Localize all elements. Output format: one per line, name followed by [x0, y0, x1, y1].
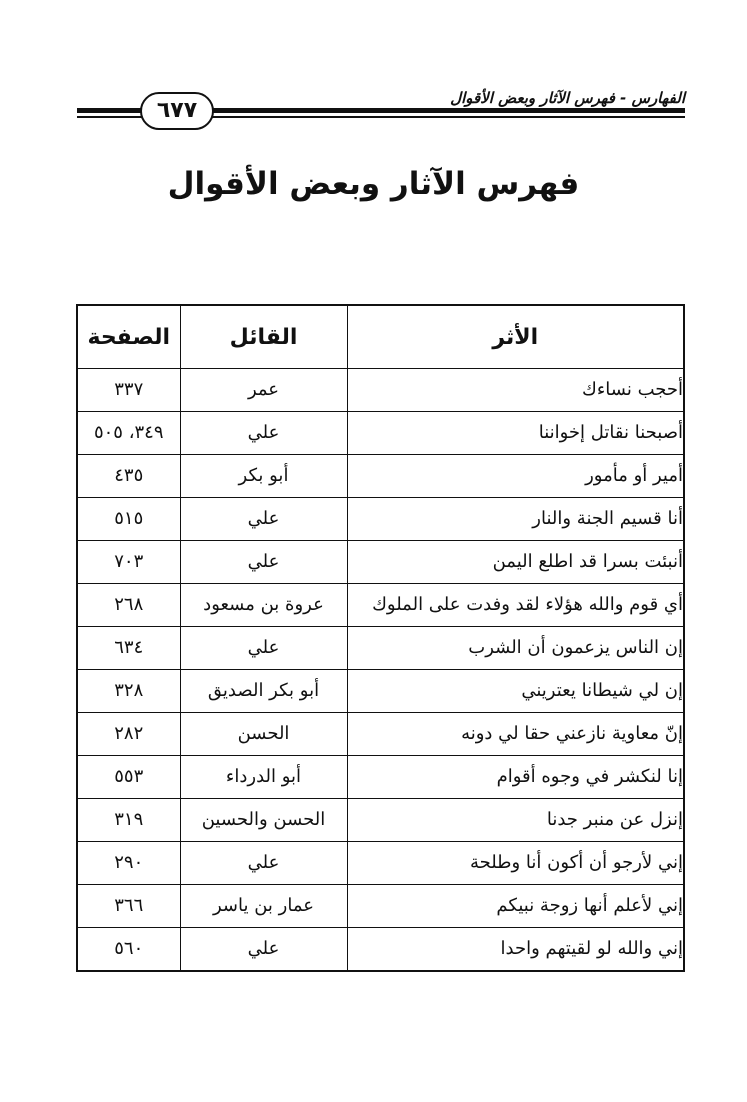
qail-cell: الحسن: [180, 713, 347, 756]
page-cell: ٧٠٣: [77, 541, 180, 584]
page-cell: ٣٦٦: [77, 885, 180, 928]
page-number: ٦٧٧: [140, 92, 214, 130]
qail-cell: علي: [180, 498, 347, 541]
table-row: [77, 369, 684, 412]
table-row: [77, 455, 684, 498]
table-row: [77, 885, 684, 928]
page-cell: ٥٥٣: [77, 756, 180, 799]
athar-cell: إني لأعلم أنها زوجة نبيكم: [347, 885, 684, 928]
page-cell: ٣٢٨: [77, 670, 180, 713]
athar-cell: إنزل عن منبر جدنا: [347, 799, 684, 842]
page-cell: ٢٦٨: [77, 584, 180, 627]
athar-cell: إني والله لو لقيتهم واحدا: [347, 928, 684, 972]
table-row: [77, 498, 684, 541]
page-cell: ٣١٩: [77, 799, 180, 842]
table-row: [77, 670, 684, 713]
table-row: [77, 584, 684, 627]
athar-cell: أصبحنا نقاتل إخواننا: [347, 412, 684, 455]
qail-cell: علي: [180, 541, 347, 584]
table-row: [77, 713, 684, 756]
page-cell: ٢٨٢: [77, 713, 180, 756]
qail-cell: أبو بكر الصديق: [180, 670, 347, 713]
qail-cell: عروة بن مسعود: [180, 584, 347, 627]
athar-cell: إن لي شيطانا يعتريني: [347, 670, 684, 713]
table-header-row: [77, 305, 684, 369]
athar-cell: أمير أو مأمور: [347, 455, 684, 498]
page-cell: ٥١٥: [77, 498, 180, 541]
header-page: الصفحة: [77, 305, 180, 369]
athar-cell: إني لأرجو أن أكون أنا وطلحة: [347, 842, 684, 885]
page-cell: ٤٣٥: [77, 455, 180, 498]
table-row: [77, 928, 684, 972]
table-row: [77, 842, 684, 885]
qail-cell: عمر: [180, 369, 347, 412]
qail-cell: علي: [180, 928, 347, 972]
athar-cell: إنا لنكشر في وجوه أقوام: [347, 756, 684, 799]
page-cell: ٦٣٤: [77, 627, 180, 670]
page-title: فهرس الآثار وبعض الأقوال: [167, 166, 580, 202]
athar-cell: أنا قسيم الجنة والنار: [347, 498, 684, 541]
athar-cell: أنبئت بسرا قد اطلع اليمن: [347, 541, 684, 584]
table-row: [77, 799, 684, 842]
table-row: [77, 541, 684, 584]
table-row: [77, 756, 684, 799]
running-head: الفهارس - فهرس الآثار وبعض الأقوال: [450, 89, 685, 107]
header-qail: القائل: [180, 305, 347, 369]
athar-cell: أي قوم والله هؤلاء لقد وفدت على الملوك: [347, 584, 684, 627]
athar-cell: أحجب نساءك: [347, 369, 684, 412]
qail-cell: عمار بن ياسر: [180, 885, 347, 928]
page-cell: ٥٦٠: [77, 928, 180, 972]
qail-cell: أبو بكر: [180, 455, 347, 498]
qail-cell: علي: [180, 842, 347, 885]
table-row: [77, 627, 684, 670]
page-cell: ٣٣٧: [77, 369, 180, 412]
table-row: [77, 412, 684, 455]
athar-cell: إنّ معاوية نازعني حقا لي دونه: [347, 713, 684, 756]
qail-cell: علي: [180, 412, 347, 455]
page-cell: ٢٩٠: [77, 842, 180, 885]
qail-cell: أبو الدرداء: [180, 756, 347, 799]
page-cell: ٣٤٩، ٥٠٥: [77, 412, 180, 455]
qail-cell: علي: [180, 627, 347, 670]
athar-cell: إن الناس يزعمون أن الشرب: [347, 627, 684, 670]
qail-cell: الحسن والحسين: [180, 799, 347, 842]
athar-index-table: [76, 304, 685, 972]
header-athar: الأثر: [347, 305, 684, 369]
